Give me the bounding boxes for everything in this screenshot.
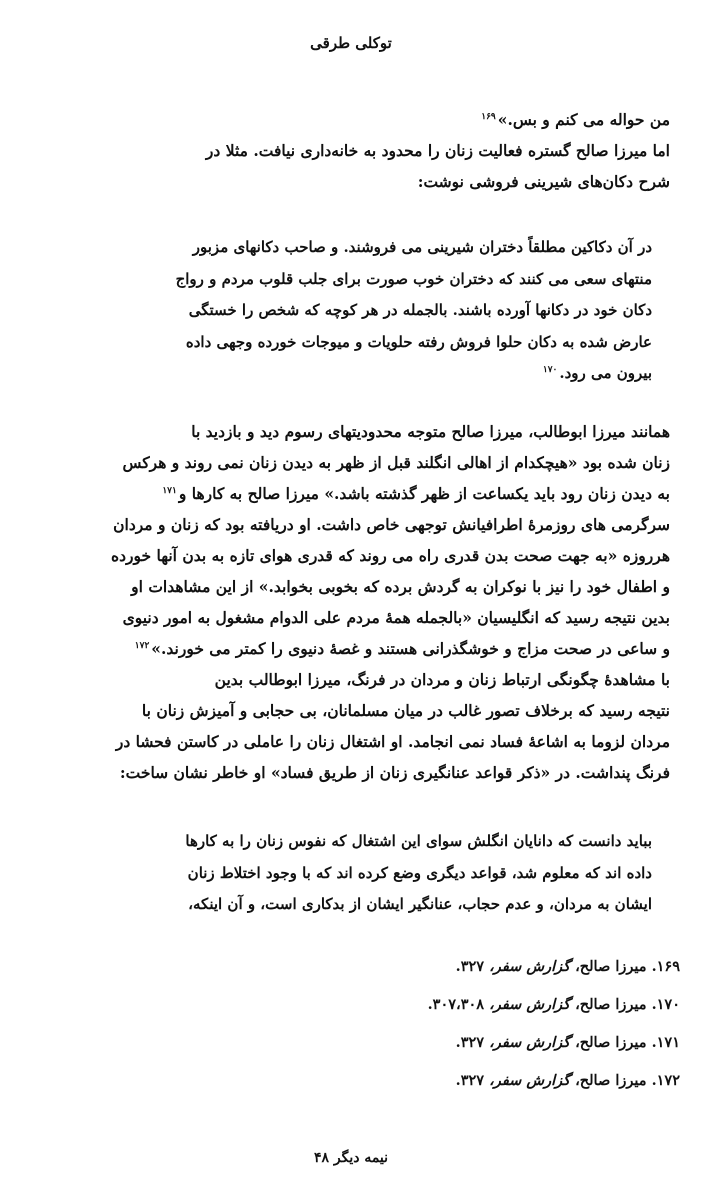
quote-line: در آن دکاکین مطلقاً دختران شیرینی می فروشند. و صاحب دکانهای مزبور xyxy=(192,238,652,256)
footnote-170: ۱۷۰. میرزا صالح، گزارش سفر، ۳۰۷،۳۰۸. xyxy=(427,996,680,1013)
text-line: مردان لزوما به اشاعهٔ فساد نمی انجامد. او اشتغال زنان را عاملی در کاستن فحشا در xyxy=(115,732,670,751)
text-line: زنان شده بود «هیچکدام از اهالی انگلند قبل از ظهر به دیدن زنان نمی روند و هرکس xyxy=(122,453,670,472)
quote-line: دکان خود در دکانها آورده باشند. بالجمله در هر کوچه که شخص را خستگی xyxy=(188,301,652,319)
footnote-169: ۱۶۹. میرزا صالح، گزارش سفر، ۳۲۷. xyxy=(455,958,680,975)
footnote-ref-170: ۱۷۰ xyxy=(542,365,558,375)
text-line: من حواله می کنم و بس.»$^{۱۶۹}$ xyxy=(481,110,670,129)
quote-line: بباید دانست که دانایان انگلش سوای این اشتغال که نفوس زنان را به کارها xyxy=(185,832,652,850)
paragraph-2 xyxy=(22,416,670,664)
footnote-ref-171: ۱۷۱ xyxy=(162,485,177,496)
paragraph-1 xyxy=(22,104,670,197)
quote-line: داده اند که معلوم شد، قواعد دیگری وضع کرده اند که با وجود اختلاط زنان xyxy=(187,863,652,882)
text-line: اما میرزا صالح گستره فعالیت زنان را محدود به خانه‌داری نیافت. مثلا در xyxy=(205,141,670,160)
text-line: هرروزه «به جهت صحت بدن قدری راه می روند که قدری هوای تازه به بدن آنها خورده xyxy=(111,546,670,565)
footnotes xyxy=(300,955,680,1107)
text-line: سرگرمی های روزمرهٔ اطرافیانش توجهی خاص داشت. او دریافته بود که زنان و مردان xyxy=(113,515,670,534)
text-line: با مشاهدهٔ چگونگی ارتباط زنان و مردان در فرنگ، میرزا ابوطالب بدین xyxy=(214,670,670,689)
text-line: فرنگ پنداشت. در «ذکر قواعد عنانگیری زنان از طریق فساد» او خاطر نشان ساخت: xyxy=(119,763,670,782)
footnote-ref-169: ۱۶۹ xyxy=(481,111,496,122)
text-line: نتیجه رسید که برخلاف تصور غالب در میان مسلمانان، بی حجابی و آمیزش زنان با xyxy=(141,701,670,720)
quote-line: منتهای سعی می کنند که دختران خوب صورت برای جلب قلوب مردم و رواج xyxy=(175,269,652,288)
paragraph-3 xyxy=(22,664,670,788)
quote-line: عارض شده به دکان حلوا فروش رفته حلویات و میوجات خورده وجهی داده xyxy=(185,332,652,351)
quote-line: بیرون می رود.$^{۱۷۰}$ xyxy=(542,364,652,382)
text-line: و ساعی در صحت مزاج و خوشگذرانی هستند و غصهٔ دنیوی را کمتر می خورند.»$^{۱۷۲}$ xyxy=(134,639,670,658)
footnote-ref-172: ۱۷۲ xyxy=(134,640,150,651)
block-quote-1 xyxy=(42,232,652,390)
quote-line: ایشان به مردان، و عدم حجاب، عنانگیر ایشان از بدکاری است، و آن اینکه، xyxy=(188,895,652,913)
text-line: و اطفال خود را نیز با نوکران به گردش برده که بخوبی بخوابد.» از این مشاهدات او xyxy=(131,577,670,596)
page-footer: نیمه دیگر ۴۸ xyxy=(313,1150,389,1166)
block-quote-2 xyxy=(42,826,652,921)
text-line: به دیدن زنان رود باید یکساعت از ظهر گذشته باشد.» میرزا صالح به کارها و$^{۱۷۱}$ xyxy=(162,484,670,503)
running-header: توکلی طرقی xyxy=(310,34,392,52)
footnote-172: ۱۷۲. میرزا صالح، گزارش سفر، ۳۲۷. xyxy=(455,1072,680,1089)
footnote-171: ۱۷۱. میرزا صالح، گزارش سفر، ۳۲۷. xyxy=(455,1034,680,1051)
text-line: شرح دکان‌های شیرینی فروشی نوشت: xyxy=(417,172,670,191)
text-line: بدین نتیجه رسید که انگلیسیان «بالجمله همهٔ مردم علی الدوام مشغول به امور دنیوی xyxy=(122,608,670,627)
text-line: همانند میرزا ابوطالب، میرزا صالح متوجه محدودیتهای رسوم دید و بازدید با xyxy=(191,422,670,441)
